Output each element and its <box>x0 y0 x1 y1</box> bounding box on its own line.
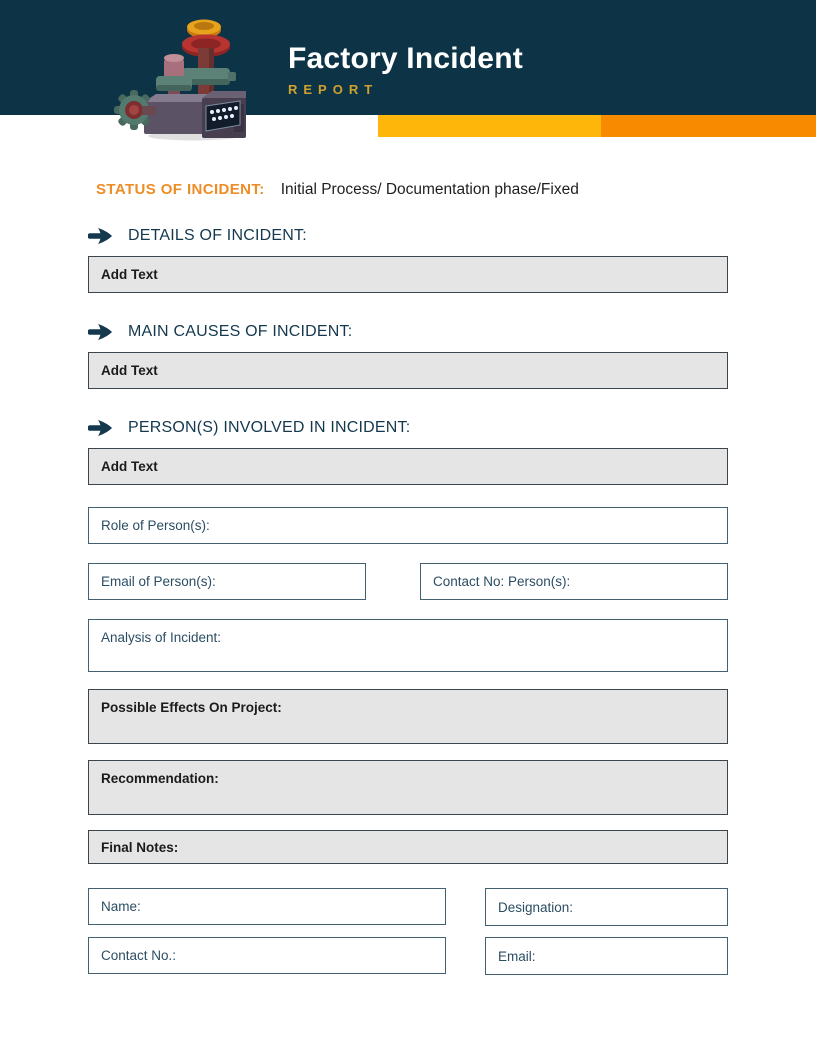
section-causes-heading <box>88 322 728 342</box>
field-label: Final Notes: <box>101 839 179 855</box>
name-designation-row <box>88 888 728 926</box>
recommendation-field[interactable] <box>88 760 728 815</box>
section-title: PERSON(S) INVOLVED IN INCIDENT: <box>128 419 411 436</box>
field-label: Name: <box>101 899 141 914</box>
field-label: Analysis of Incident: <box>101 630 222 645</box>
arrow-right-icon <box>88 418 114 438</box>
factory-machine-icon <box>112 6 248 142</box>
header <box>0 0 816 115</box>
section-title: DETAILS OF INCIDENT: <box>128 227 307 244</box>
possible-effects-field[interactable] <box>88 689 728 744</box>
title-block <box>288 42 523 97</box>
field-label: Designation: <box>498 899 574 915</box>
section-persons-heading <box>88 418 728 438</box>
contact-email-row <box>88 937 728 975</box>
add-text-placeholder: Add Text <box>101 459 158 474</box>
page-title: Factory Incident <box>288 42 523 75</box>
role-of-persons-field[interactable] <box>88 507 728 544</box>
email-field[interactable] <box>485 937 728 975</box>
field-label: Email of Person(s): <box>101 574 216 589</box>
designation-field[interactable] <box>485 888 728 926</box>
accent-orange-stripe <box>601 115 816 137</box>
field-label: Contact No: Person(s): <box>433 574 571 589</box>
arrow-right-icon <box>88 226 114 246</box>
form-body <box>0 180 816 975</box>
persons-add-text-field[interactable] <box>88 448 728 485</box>
page-subtitle: REPORT <box>288 82 379 97</box>
contact-no-field[interactable] <box>88 937 446 974</box>
section-details-heading <box>88 226 728 246</box>
field-label: Role of Person(s): <box>101 518 210 533</box>
section-title: MAIN CAUSES OF INCIDENT: <box>128 323 353 340</box>
add-text-placeholder: Add Text <box>101 267 158 282</box>
name-field[interactable] <box>88 888 446 925</box>
factory-machine-illustration <box>112 6 248 142</box>
email-contact-row <box>88 563 728 600</box>
final-notes-field[interactable] <box>88 830 728 864</box>
status-row <box>96 180 728 200</box>
accent-yellow-stripe <box>378 115 601 137</box>
causes-add-text-field[interactable] <box>88 352 728 389</box>
details-add-text-field[interactable] <box>88 256 728 293</box>
status-value: Initial Process/ Documentation phase/Fixed <box>280 181 579 198</box>
email-of-persons-field[interactable] <box>88 563 366 600</box>
analysis-of-incident-field[interactable] <box>88 619 728 672</box>
field-label: Email: <box>498 948 536 964</box>
field-label: Possible Effects On Project: <box>101 700 282 715</box>
arrow-right-icon <box>88 322 114 342</box>
status-label: STATUS OF INCIDENT: <box>96 181 265 198</box>
add-text-placeholder: Add Text <box>101 363 158 378</box>
field-label: Contact No.: <box>101 948 177 963</box>
contact-no-persons-field[interactable] <box>420 563 728 600</box>
field-label: Recommendation: <box>101 771 219 786</box>
